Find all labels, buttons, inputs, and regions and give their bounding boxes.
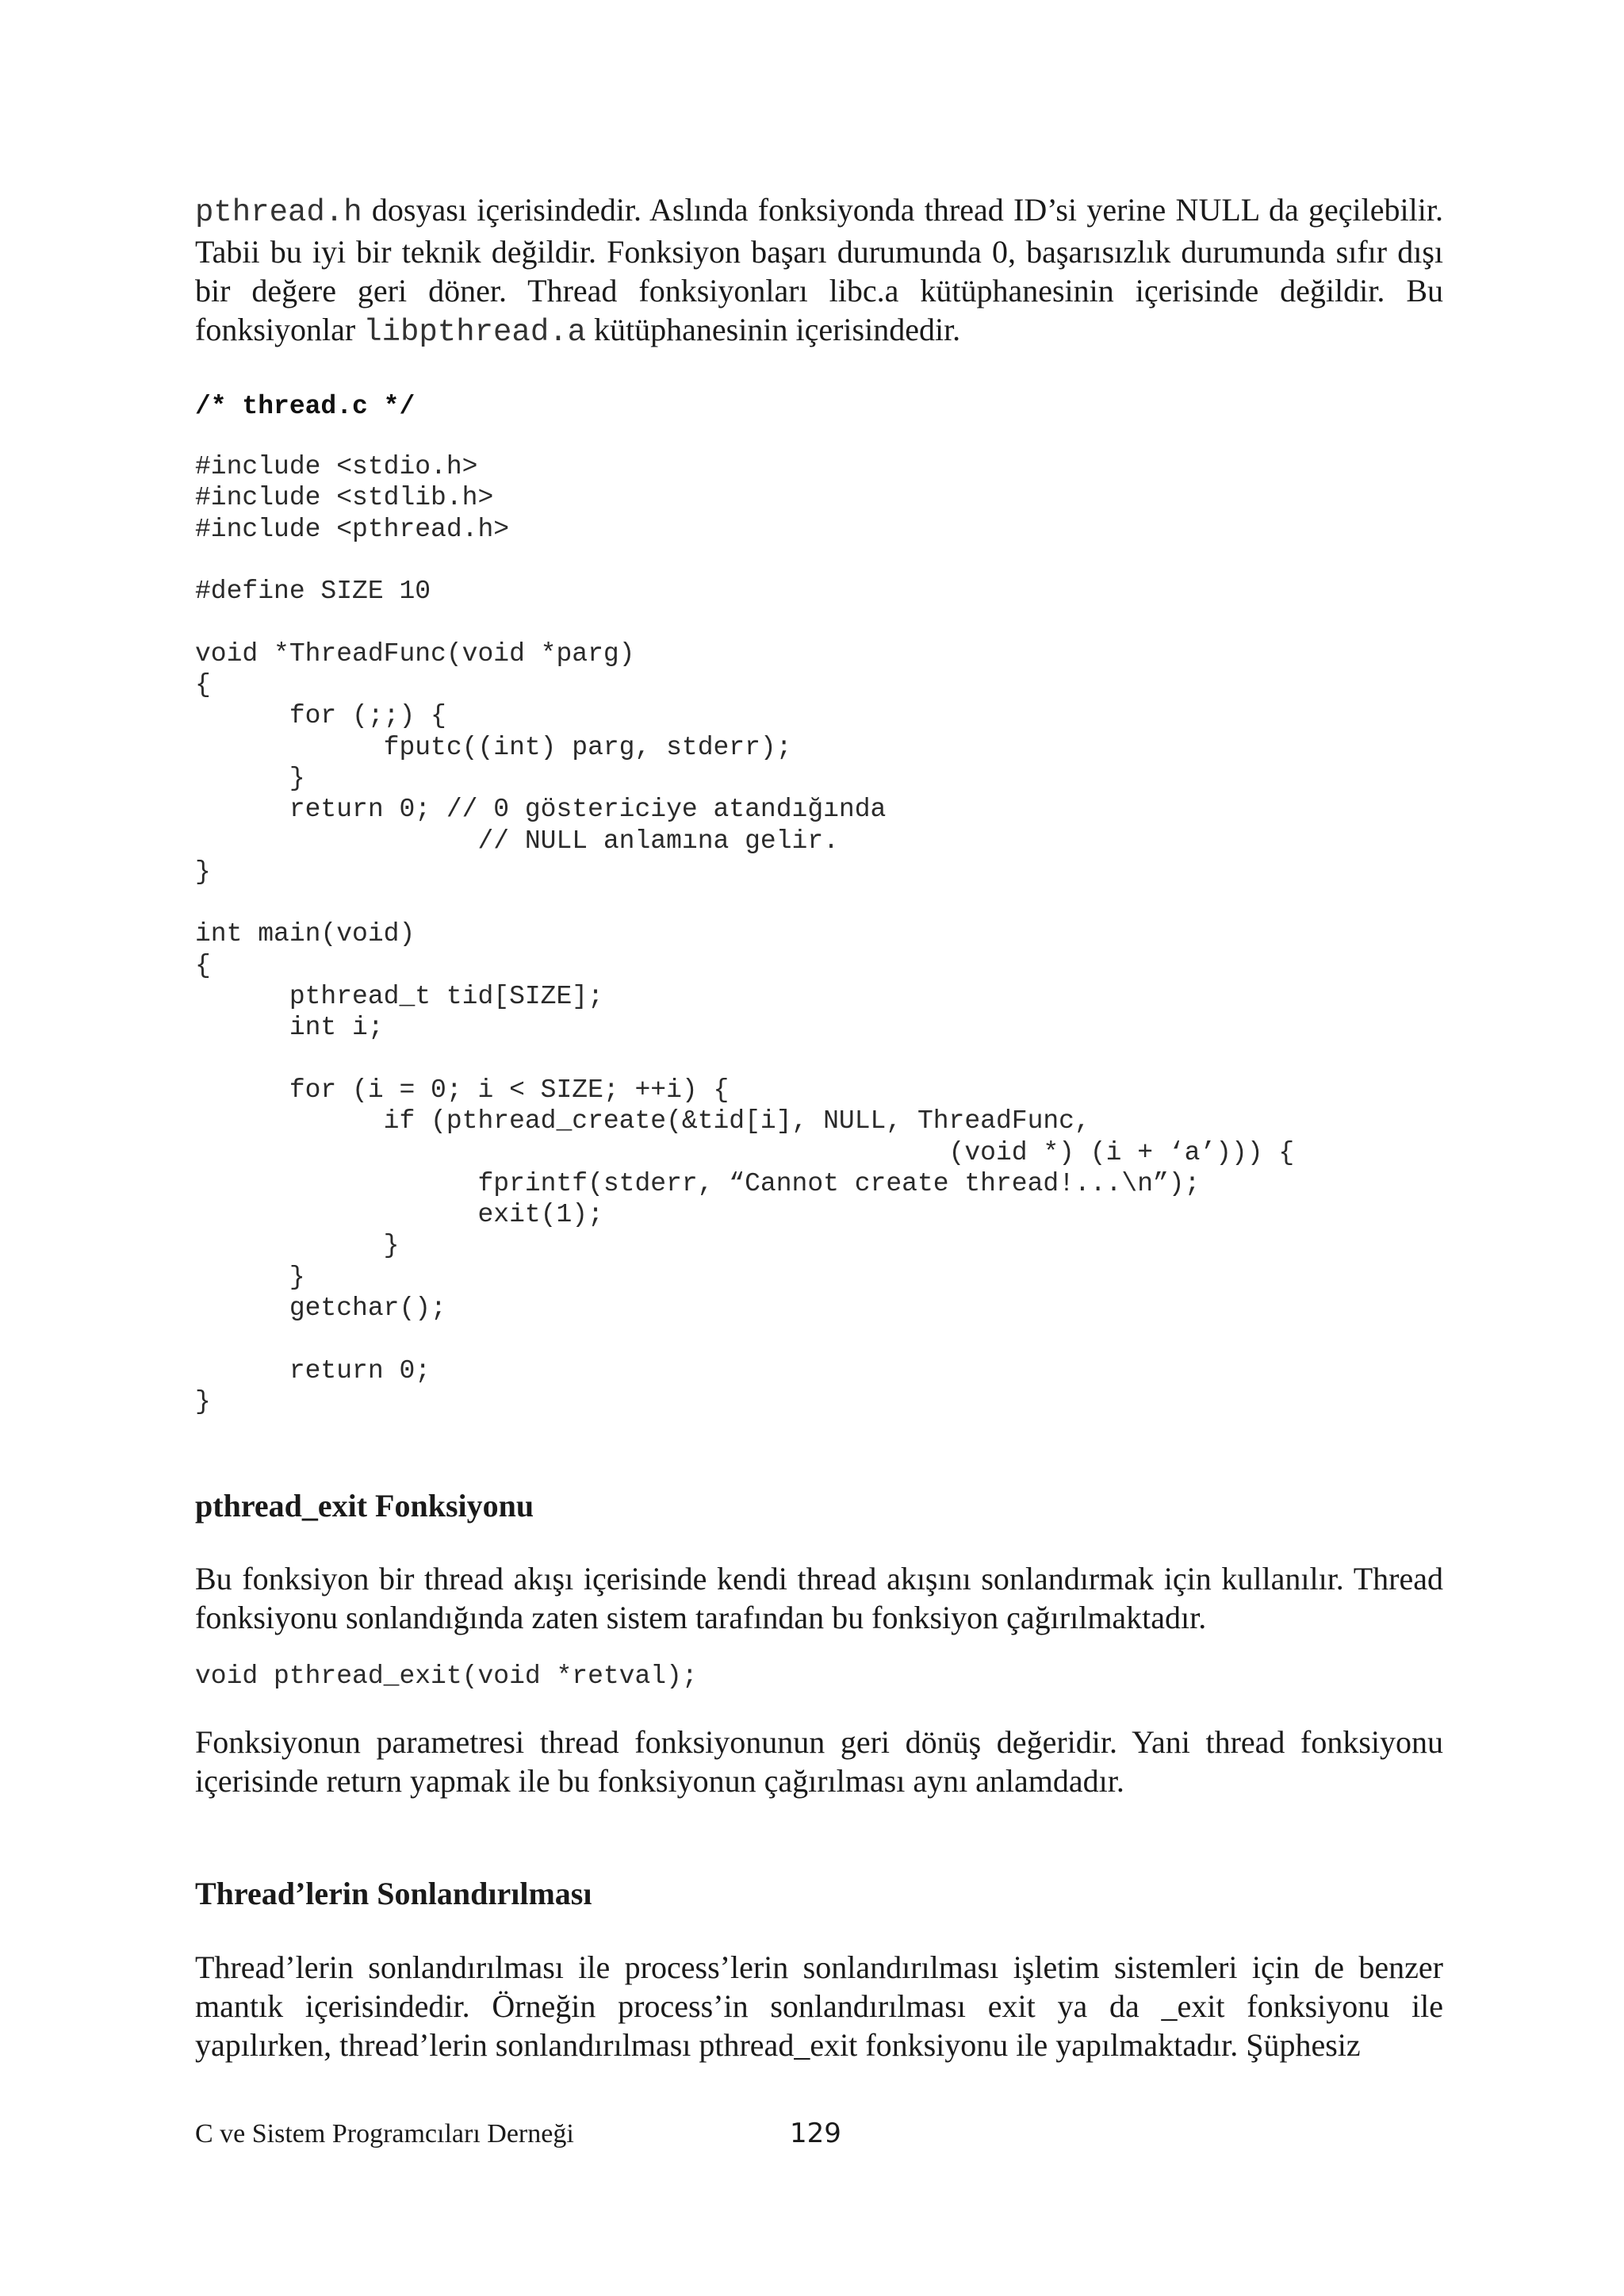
pthread-exit-description: Bu fonksiyon bir thread akışı içerisinde kendi thread akışını sonlandırmak için kullanılır. Thread fonksiyonu sonlandığında zaten sistem tarafından bu fonksiyon çağırılmaktadır. bbox=[195, 1561, 1443, 1636]
code-listing: #include <stdio.h> #include <stdlib.h> #include <pthread.h> #define SIZE 10 void *ThreadFunc(void *parg) { for (;;) { fputc((int) parg, stderr); } return 0; // 0 göstericiye atandığında // NULL anlamına gelir. } int main(void) { pthread_t tid[SIZE]; int i; for (i = 0; i < SIZE; ++i) { if (pthread_create(&tid[i], NULL, ThreadFunc, (void *) (i + ‘a’))) { fprintf(stderr, “Cannot create thread!...\n”); exit(1); } } getchar(); return 0; } bbox=[195, 452, 1295, 1416]
intro-text-1: dosyası içerisindedir. Aslında fonksiyonda thread ID’si yerine NULL da geçilebilir. Tabii bu iyi bir teknik değildir. Fonksiyon başarı durumunda 0, başarısızlık durumunda sıfır dışı bir değere geri döner. Thread fonksiyonları libc.a kütüphanesinin içerisinde değildir. Bu fonksiyonlar bbox=[195, 192, 1443, 347]
intro-paragraph bbox=[195, 190, 1443, 352]
section-heading-pthread-exit: pthread_exit Fonksiyonu bbox=[195, 1488, 534, 1524]
section-heading-thread-termination: Thread’lerin Sonlandırılması bbox=[195, 1875, 592, 1911]
inline-code-pthread-h: pthread.h bbox=[195, 195, 362, 230]
inline-code-libpthread: libpthread.a bbox=[363, 315, 587, 350]
page-number: 129 bbox=[790, 2118, 841, 2149]
footer-organization: C ve Sistem Programcıları Derneği bbox=[195, 2119, 574, 2148]
thread-termination-paragraph: Thread’lerin sonlandırılması ile process’lerin sonlandırılması işletim sistemleri için de benzer mantık içerisindedir. Örneğin process’in sonlandırılması exit ya da _exit fonksiyonu ile yapılırken, thread’lerin sonlandırılması pthread_exit fonksiyonu ile yapılmaktadır. Şüphesiz bbox=[195, 1949, 1443, 2063]
intro-text-2: kütüphanesinin içerisindedir. bbox=[586, 312, 961, 347]
listing-title: /* thread.c */ bbox=[195, 392, 416, 421]
page-content bbox=[195, 190, 1443, 2064]
pthread-exit-prototype: void pthread_exit(void *retval); bbox=[195, 1662, 698, 1692]
pthread-exit-parameter-text: Fonksiyonun parametresi thread fonksiyonunun geri dönüş değeridir. Yani thread fonksiyonu içerisinde return yapmak ile bu fonksiyonun çağırılması aynı anlamdadır. bbox=[195, 1723, 1443, 1799]
